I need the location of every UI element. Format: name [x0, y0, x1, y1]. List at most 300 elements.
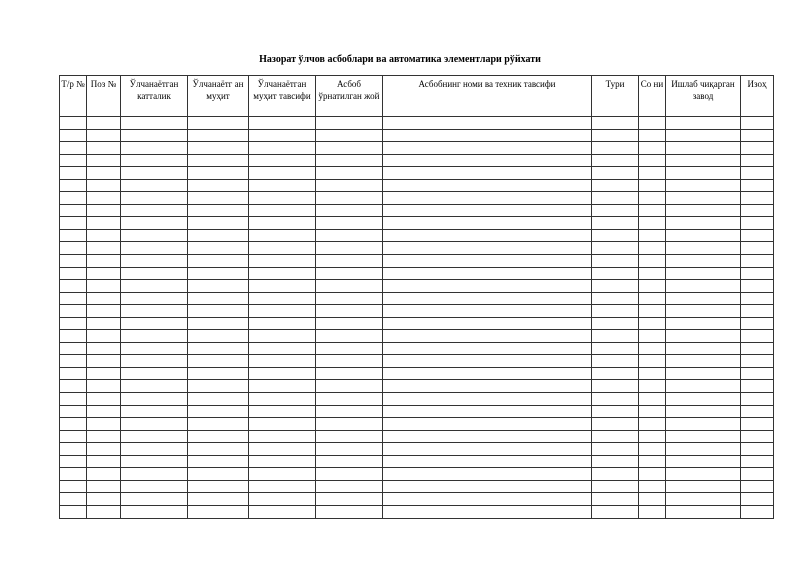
table-row — [60, 179, 774, 192]
table-cell — [592, 154, 639, 167]
table-cell — [666, 468, 741, 481]
table-cell — [666, 117, 741, 130]
table-row — [60, 330, 774, 343]
table-cell — [383, 154, 592, 167]
table-cell — [741, 129, 774, 142]
table-cell — [121, 267, 188, 280]
table-cell — [188, 117, 249, 130]
col-header-type: Тури — [592, 76, 639, 117]
table-cell — [249, 480, 316, 493]
table-cell — [383, 255, 592, 268]
table-row — [60, 292, 774, 305]
table-cell — [249, 292, 316, 305]
table-cell — [639, 142, 666, 155]
table-cell — [60, 367, 87, 380]
table-cell — [639, 255, 666, 268]
table-cell — [383, 292, 592, 305]
table-cell — [383, 167, 592, 180]
col-header-position: Поз № — [87, 76, 121, 117]
table-cell — [188, 330, 249, 343]
table-cell — [666, 330, 741, 343]
table-cell — [249, 468, 316, 481]
table-cell — [741, 117, 774, 130]
table-cell — [741, 380, 774, 393]
table-cell — [592, 292, 639, 305]
table-cell — [592, 167, 639, 180]
table-cell — [383, 355, 592, 368]
table-cell — [592, 129, 639, 142]
table-cell — [383, 229, 592, 242]
table-cell — [639, 380, 666, 393]
table-cell — [592, 204, 639, 217]
table-cell — [60, 129, 87, 142]
table-cell — [188, 229, 249, 242]
table-cell — [121, 255, 188, 268]
table-cell — [188, 192, 249, 205]
table-cell — [249, 493, 316, 506]
table-cell — [666, 255, 741, 268]
table-cell — [60, 380, 87, 393]
table-cell — [741, 342, 774, 355]
table-cell — [60, 342, 87, 355]
table-cell — [592, 317, 639, 330]
table-cell — [249, 154, 316, 167]
table-cell — [87, 317, 121, 330]
table-cell — [639, 317, 666, 330]
table-row — [60, 154, 774, 167]
table-cell — [60, 154, 87, 167]
table-cell — [87, 242, 121, 255]
table-cell — [666, 455, 741, 468]
table-cell — [316, 455, 383, 468]
table-cell — [639, 267, 666, 280]
table-cell — [249, 430, 316, 443]
table-cell — [639, 468, 666, 481]
table-cell — [249, 405, 316, 418]
table-cell — [249, 280, 316, 293]
table-cell — [87, 305, 121, 318]
table-cell — [60, 242, 87, 255]
table-body — [60, 117, 774, 519]
table-cell — [87, 493, 121, 506]
table-cell — [592, 505, 639, 518]
table-cell — [87, 192, 121, 205]
table-cell — [741, 355, 774, 368]
table-row — [60, 342, 774, 355]
table-row — [60, 317, 774, 330]
table-cell — [666, 430, 741, 443]
table-cell — [639, 505, 666, 518]
table-cell — [592, 117, 639, 130]
table-cell — [60, 468, 87, 481]
table-cell — [383, 418, 592, 431]
table-cell — [121, 393, 188, 406]
table-cell — [60, 280, 87, 293]
table-cell — [249, 305, 316, 318]
table-cell — [592, 242, 639, 255]
table-cell — [741, 192, 774, 205]
table-cell — [592, 468, 639, 481]
table-cell — [666, 217, 741, 230]
table-cell — [592, 418, 639, 431]
table-cell — [666, 167, 741, 180]
table-cell — [741, 418, 774, 431]
table-cell — [316, 229, 383, 242]
table-cell — [87, 430, 121, 443]
table-cell — [87, 117, 121, 130]
table-cell — [87, 142, 121, 155]
table-cell — [249, 267, 316, 280]
table-cell — [60, 117, 87, 130]
table-cell — [666, 267, 741, 280]
table-cell — [316, 443, 383, 456]
table-cell — [60, 493, 87, 506]
table-cell — [316, 468, 383, 481]
table-cell — [592, 330, 639, 343]
table-row — [60, 167, 774, 180]
table-cell — [741, 317, 774, 330]
table-row — [60, 468, 774, 481]
table-cell — [316, 380, 383, 393]
table-cell — [121, 480, 188, 493]
table-cell — [639, 167, 666, 180]
table-cell — [249, 204, 316, 217]
table-cell — [316, 355, 383, 368]
table-cell — [87, 405, 121, 418]
table-row — [60, 380, 774, 393]
table-cell — [188, 292, 249, 305]
table-cell — [249, 229, 316, 242]
table-row — [60, 367, 774, 380]
table-cell — [741, 367, 774, 380]
table-cell — [60, 317, 87, 330]
table-cell — [249, 117, 316, 130]
table-cell — [249, 255, 316, 268]
table-cell — [188, 255, 249, 268]
table-cell — [87, 418, 121, 431]
table-cell — [666, 342, 741, 355]
table-row — [60, 480, 774, 493]
table-cell — [383, 317, 592, 330]
table-cell — [639, 443, 666, 456]
table-cell — [666, 154, 741, 167]
table-cell — [188, 242, 249, 255]
table-cell — [741, 393, 774, 406]
table-cell — [188, 443, 249, 456]
table-cell — [383, 443, 592, 456]
table-cell — [316, 192, 383, 205]
table-cell — [188, 493, 249, 506]
table-cell — [316, 142, 383, 155]
table-cell — [188, 305, 249, 318]
table-cell — [383, 179, 592, 192]
table-cell — [741, 505, 774, 518]
table-cell — [249, 129, 316, 142]
table-cell — [121, 179, 188, 192]
col-header-measured-quantity: Ўлчанаётган катталик — [121, 76, 188, 117]
table-cell — [741, 493, 774, 506]
table-cell — [666, 280, 741, 293]
table-cell — [60, 142, 87, 155]
table-cell — [741, 179, 774, 192]
table-row — [60, 192, 774, 205]
table-cell — [741, 330, 774, 343]
table-cell — [60, 393, 87, 406]
table-cell — [316, 367, 383, 380]
table-row — [60, 242, 774, 255]
table-cell — [383, 217, 592, 230]
table-cell — [639, 405, 666, 418]
table-cell — [592, 217, 639, 230]
table-row — [60, 204, 774, 217]
table-cell — [188, 468, 249, 481]
col-header-note: Изоҳ — [741, 76, 774, 117]
col-header-manufacturer: Ишлаб чиқарган завод — [666, 76, 741, 117]
table-cell — [121, 342, 188, 355]
table-cell — [188, 154, 249, 167]
table-cell — [639, 418, 666, 431]
table-cell — [188, 380, 249, 393]
table-cell — [316, 505, 383, 518]
table-cell — [121, 355, 188, 368]
table-cell — [592, 342, 639, 355]
table-cell — [741, 242, 774, 255]
table-cell — [741, 267, 774, 280]
table-cell — [316, 242, 383, 255]
table-cell — [121, 117, 188, 130]
table-cell — [188, 167, 249, 180]
table-cell — [188, 142, 249, 155]
table-cell — [666, 505, 741, 518]
table-cell — [383, 142, 592, 155]
table-row — [60, 217, 774, 230]
table-cell — [60, 430, 87, 443]
table-cell — [383, 367, 592, 380]
table-cell — [639, 430, 666, 443]
table-row — [60, 455, 774, 468]
col-header-installation-place: Асбоб ўрнатилган жой — [316, 76, 383, 117]
table-cell — [87, 292, 121, 305]
table-cell — [666, 405, 741, 418]
table-cell — [666, 480, 741, 493]
table-cell — [316, 430, 383, 443]
table-cell — [383, 393, 592, 406]
table-cell — [121, 204, 188, 217]
table-cell — [316, 129, 383, 142]
table-cell — [666, 380, 741, 393]
table-cell — [188, 204, 249, 217]
table-cell — [87, 280, 121, 293]
table-cell — [316, 393, 383, 406]
table-cell — [316, 255, 383, 268]
table-cell — [249, 505, 316, 518]
table-cell — [316, 292, 383, 305]
table-cell — [639, 305, 666, 318]
table-cell — [87, 380, 121, 393]
table-cell — [592, 179, 639, 192]
table-cell — [87, 267, 121, 280]
table-cell — [87, 342, 121, 355]
table-cell — [383, 480, 592, 493]
table-cell — [60, 405, 87, 418]
table-cell — [666, 393, 741, 406]
table-cell — [249, 192, 316, 205]
table-cell — [249, 455, 316, 468]
table-cell — [741, 480, 774, 493]
table-cell — [188, 129, 249, 142]
table-cell — [383, 493, 592, 506]
table-cell — [592, 430, 639, 443]
table-cell — [121, 292, 188, 305]
table-cell — [592, 305, 639, 318]
table-cell — [188, 342, 249, 355]
table-cell — [639, 342, 666, 355]
table-cell — [121, 505, 188, 518]
table-cell — [249, 355, 316, 368]
table-cell — [316, 342, 383, 355]
table-row — [60, 129, 774, 142]
table-cell — [121, 493, 188, 506]
table-cell — [121, 317, 188, 330]
table-row — [60, 280, 774, 293]
table-cell — [121, 305, 188, 318]
table-cell — [60, 480, 87, 493]
table-row — [60, 229, 774, 242]
table-cell — [249, 167, 316, 180]
table-cell — [741, 292, 774, 305]
table-cell — [87, 129, 121, 142]
table-cell — [383, 405, 592, 418]
col-header-quantity: Со ни — [639, 76, 666, 117]
table-cell — [383, 129, 592, 142]
table-cell — [316, 179, 383, 192]
col-header-medium-description: Ўлчанаётган муҳит тавсифи — [249, 76, 316, 117]
table-cell — [87, 393, 121, 406]
table-cell — [639, 292, 666, 305]
table-cell — [87, 255, 121, 268]
table-cell — [316, 317, 383, 330]
table-row — [60, 405, 774, 418]
table-cell — [639, 330, 666, 343]
table-cell — [121, 129, 188, 142]
table-cell — [121, 167, 188, 180]
table-cell — [60, 167, 87, 180]
table-cell — [121, 217, 188, 230]
table-cell — [249, 393, 316, 406]
table-cell — [639, 179, 666, 192]
table-cell — [249, 342, 316, 355]
table-cell — [592, 443, 639, 456]
table-cell — [121, 280, 188, 293]
table-row — [60, 267, 774, 280]
table-cell — [639, 154, 666, 167]
table-cell — [639, 204, 666, 217]
table-cell — [639, 229, 666, 242]
table-cell — [383, 455, 592, 468]
table-cell — [639, 129, 666, 142]
table-cell — [249, 142, 316, 155]
table-cell — [592, 280, 639, 293]
table-cell — [188, 280, 249, 293]
table-cell — [666, 129, 741, 142]
table-cell — [188, 405, 249, 418]
table-cell — [121, 468, 188, 481]
table-cell — [249, 330, 316, 343]
table-cell — [60, 267, 87, 280]
table-cell — [121, 367, 188, 380]
table-cell — [666, 242, 741, 255]
table-cell — [316, 305, 383, 318]
table-cell — [60, 443, 87, 456]
table-cell — [639, 493, 666, 506]
table-cell — [383, 267, 592, 280]
table-cell — [249, 217, 316, 230]
table-cell — [639, 280, 666, 293]
table-cell — [87, 330, 121, 343]
table-cell — [741, 443, 774, 456]
table-cell — [121, 229, 188, 242]
table-cell — [383, 330, 592, 343]
table-cell — [741, 405, 774, 418]
table-cell — [121, 443, 188, 456]
table-cell — [592, 192, 639, 205]
table-cell — [188, 480, 249, 493]
document-title: Назорат ўлчов асбоблари ва автоматика элементлари рўйхати — [259, 54, 541, 65]
table-cell — [741, 154, 774, 167]
table-cell — [121, 154, 188, 167]
table-cell — [592, 455, 639, 468]
table-cell — [639, 455, 666, 468]
table-cell — [639, 192, 666, 205]
table-cell — [639, 393, 666, 406]
table-cell — [249, 317, 316, 330]
table-cell — [666, 204, 741, 217]
table-cell — [87, 355, 121, 368]
table-cell — [383, 342, 592, 355]
table-cell — [249, 179, 316, 192]
table-cell — [666, 292, 741, 305]
table-cell — [316, 267, 383, 280]
table-cell — [87, 204, 121, 217]
table-cell — [666, 229, 741, 242]
table-cell — [60, 330, 87, 343]
table-cell — [383, 117, 592, 130]
col-header-device-name-specs: Асбобнинг номи ва техник тавсифи — [383, 76, 592, 117]
table-cell — [666, 443, 741, 456]
table-cell — [60, 418, 87, 431]
table-cell — [87, 455, 121, 468]
table-cell — [666, 179, 741, 192]
table-cell — [383, 192, 592, 205]
table-cell — [188, 418, 249, 431]
table-row — [60, 505, 774, 518]
table-cell — [121, 418, 188, 431]
table-cell — [316, 217, 383, 230]
table-cell — [383, 505, 592, 518]
table-cell — [316, 493, 383, 506]
table-cell — [639, 367, 666, 380]
table-cell — [188, 430, 249, 443]
table-cell — [121, 192, 188, 205]
table-cell — [741, 255, 774, 268]
table-cell — [316, 480, 383, 493]
table-cell — [188, 355, 249, 368]
table-row — [60, 393, 774, 406]
table-cell — [592, 380, 639, 393]
table-cell — [249, 380, 316, 393]
table-cell — [188, 317, 249, 330]
table-cell — [741, 142, 774, 155]
